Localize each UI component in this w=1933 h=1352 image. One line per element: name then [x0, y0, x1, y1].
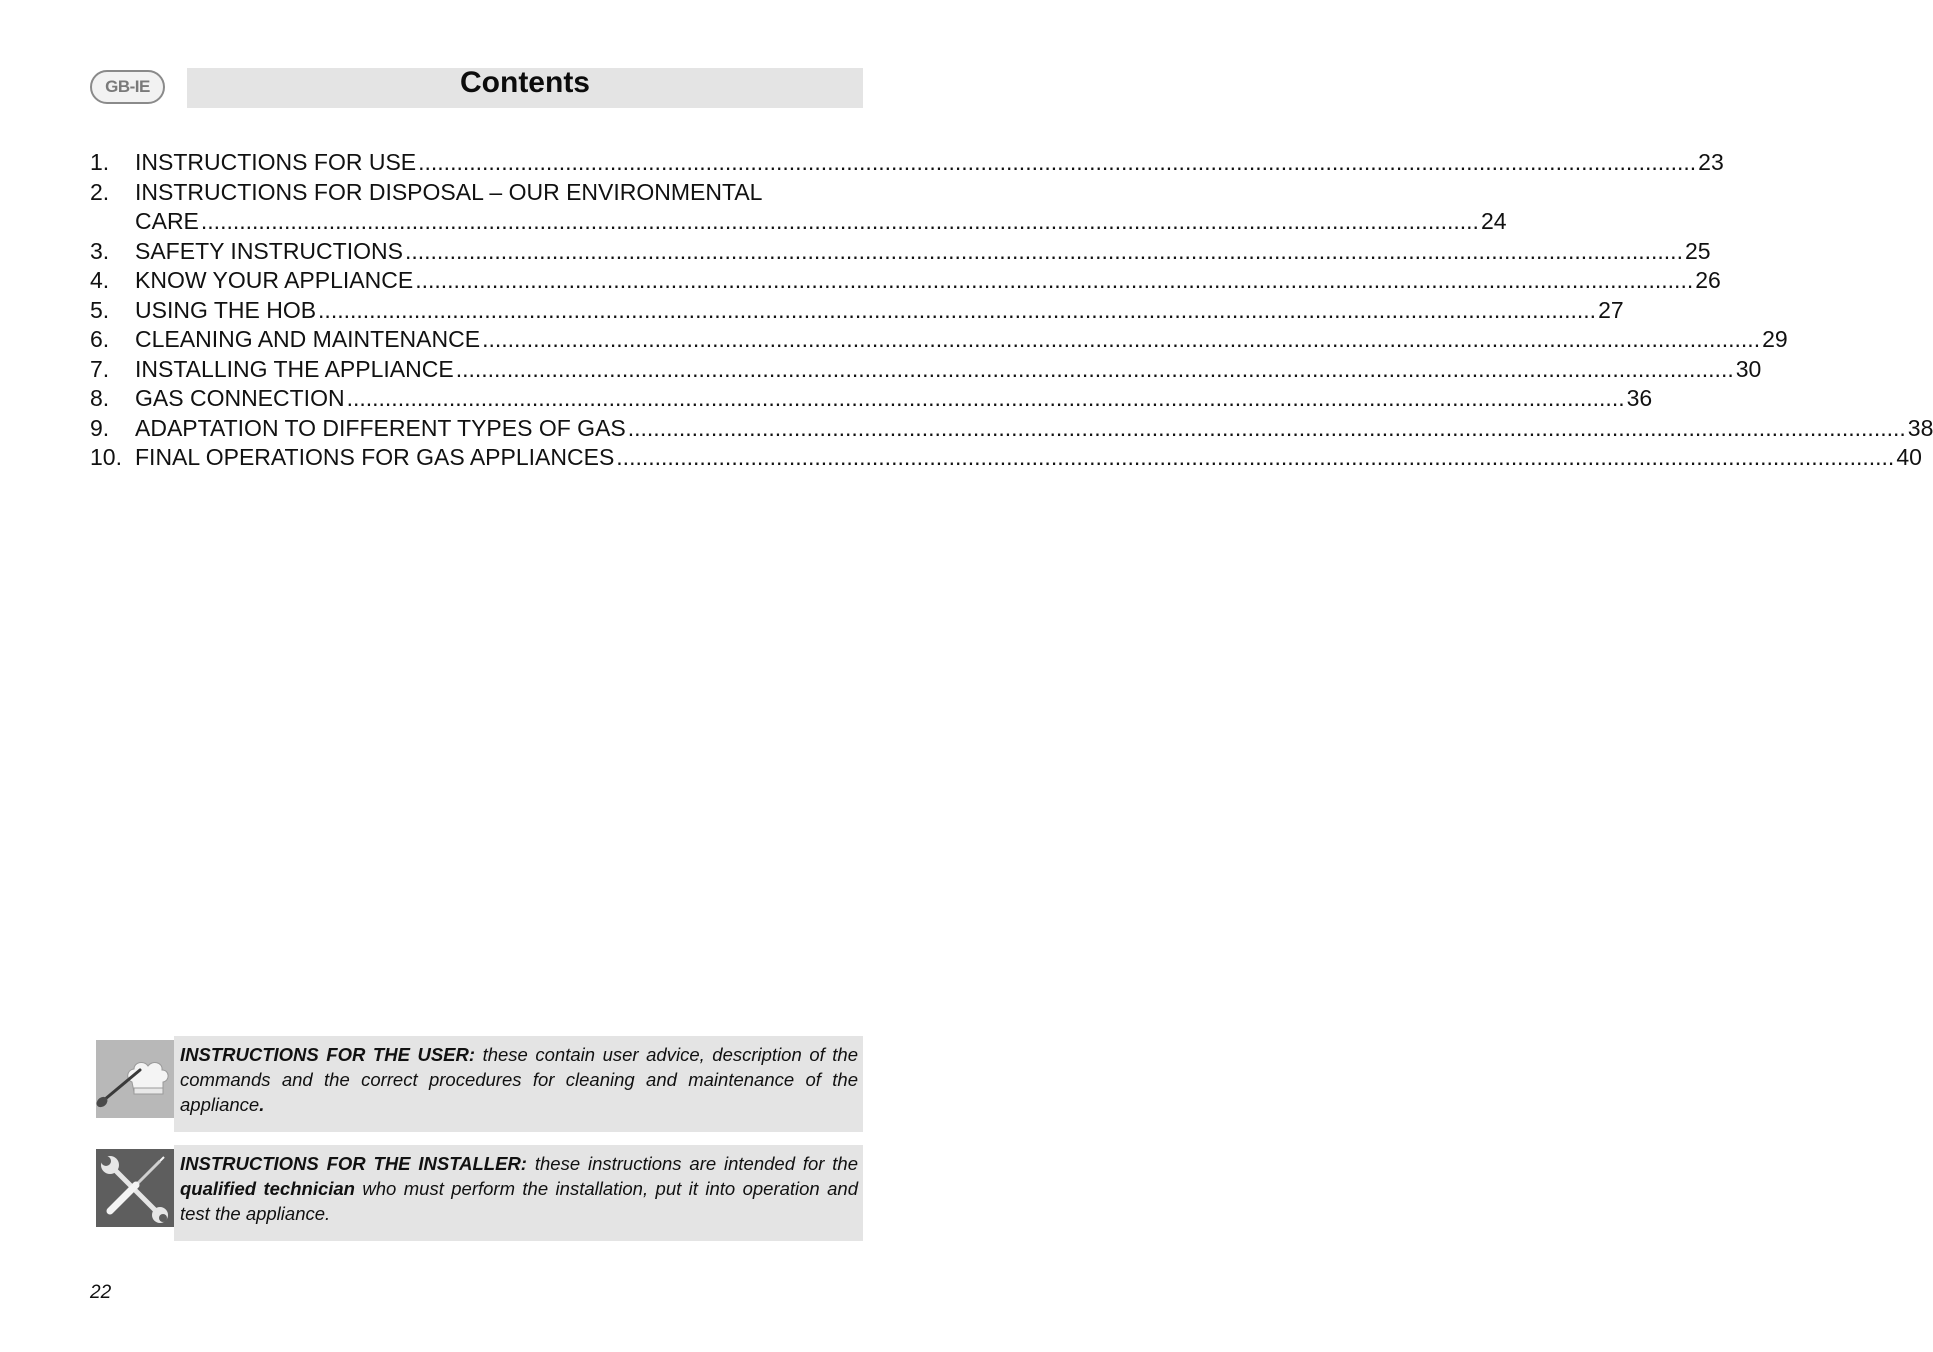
toc-leader-dots: ........................................................................................................................................................................................................	[346, 385, 1625, 411]
chef-spoon-icon	[96, 1040, 174, 1118]
toc-title: KNOW YOUR APPLIANCE	[135, 267, 414, 293]
toc-entry-6[interactable]	[90, 325, 1788, 355]
user-note-label: INSTRUCTIONS FOR THE USER:	[180, 1044, 476, 1065]
toc-page: 36	[1626, 385, 1653, 411]
toc-entry-4[interactable]	[90, 266, 1721, 296]
toc-page: 27	[1598, 296, 1624, 323]
user-note-body: these contain user advice, description of the commands and the correct procedures for cleaning and maintenance of the appliance	[180, 1044, 859, 1116]
toc-page: 38	[1907, 414, 1933, 441]
installer-note-body-1: these instructions are intended for the	[534, 1153, 859, 1174]
toc-title: GAS CONNECTION	[135, 385, 345, 411]
toc-title-line-1: INSTRUCTIONS FOR DISPOSAL – OUR ENVIRONMENTAL	[135, 178, 763, 205]
toc-number: 7.	[90, 355, 110, 382]
toc-title: SAFETY INSTRUCTIONS	[135, 237, 403, 264]
toc-entry-1[interactable]	[90, 148, 1724, 178]
toc-entry-10[interactable]	[90, 443, 1922, 473]
toc-number: 8.	[90, 385, 110, 411]
installer-note-emphasis: qualified technician	[180, 1178, 355, 1200]
user-note-text	[174, 1036, 863, 1132]
toc-page: 29	[1762, 326, 1788, 352]
toc-number: 10.	[90, 444, 122, 470]
installer-note-label: INSTRUCTIONS FOR THE INSTALLER:	[180, 1153, 527, 1174]
toc-leader-dots: ........................................................................................................................................................................................................	[418, 149, 1697, 175]
toc-leader-dots: ........................................................................................................................................................................................................	[482, 326, 1761, 352]
toc-entry-3[interactable]	[90, 237, 1711, 267]
page-title: Contents	[460, 66, 590, 99]
tools-icon	[96, 1149, 174, 1227]
toc-leader-dots: ........................................................................................................................................................................................................	[404, 237, 1683, 264]
toc-entry-7[interactable]	[90, 355, 1762, 385]
title-bar	[187, 68, 863, 108]
toc-page: 40	[1896, 444, 1922, 470]
toc-title: USING THE HOB	[135, 296, 317, 323]
toc-number: 2.	[90, 178, 110, 205]
toc-leader-dots: ........................................................................................................................................................................................................	[318, 296, 1597, 323]
page-number: 22	[90, 1282, 112, 1303]
toc-page: 30	[1735, 355, 1762, 382]
installer-note-body-2: who must perform the installation, put it into operation and test the appliance.	[180, 1178, 859, 1225]
toc-title: FINAL OPERATIONS FOR GAS APPLIANCES	[135, 444, 615, 470]
toc-entry-5[interactable]	[90, 296, 1624, 326]
toc-leader-dots: ........................................................................................................................................................................................................	[627, 414, 1906, 441]
installer-instructions-note	[96, 1145, 863, 1241]
user-instructions-note	[96, 1036, 863, 1132]
toc-leader-dots: ........................................................................................................................................................................................................	[200, 208, 1479, 234]
toc-title: ADAPTATION TO DIFFERENT TYPES OF GAS	[135, 414, 626, 441]
table-of-contents	[90, 148, 1933, 473]
toc-number: 6.	[90, 326, 110, 352]
toc-entry-9[interactable]	[90, 414, 1933, 444]
installer-note-text	[174, 1145, 863, 1241]
user-note-end: .	[259, 1094, 265, 1116]
toc-number: 5.	[90, 296, 110, 323]
toc-page: 24	[1480, 208, 1507, 234]
toc-title: CARE	[135, 208, 199, 234]
toc-title: INSTALLING THE APPLIANCE	[135, 355, 454, 382]
toc-page: 25	[1684, 237, 1711, 264]
toc-leader-dots: ........................................................................................................................................................................................................	[616, 444, 1895, 470]
toc-title: CLEANING AND MAINTENANCE	[135, 326, 481, 352]
toc-entry-2[interactable]	[90, 178, 1507, 237]
toc-title: INSTRUCTIONS FOR USE	[135, 149, 417, 175]
toc-page: 26	[1695, 267, 1721, 293]
language-badge: GB-IE	[90, 70, 165, 104]
toc-page: 23	[1698, 149, 1724, 175]
toc-number: 9.	[90, 414, 110, 441]
toc-entry-8[interactable]	[90, 384, 1653, 414]
toc-number: 3.	[90, 237, 110, 264]
toc-leader-dots: ........................................................................................................................................................................................................	[415, 267, 1694, 293]
toc-number: 4.	[90, 267, 110, 293]
toc-number: 1.	[90, 149, 110, 175]
toc-leader-dots: ........................................................................................................................................................................................................	[455, 355, 1734, 382]
